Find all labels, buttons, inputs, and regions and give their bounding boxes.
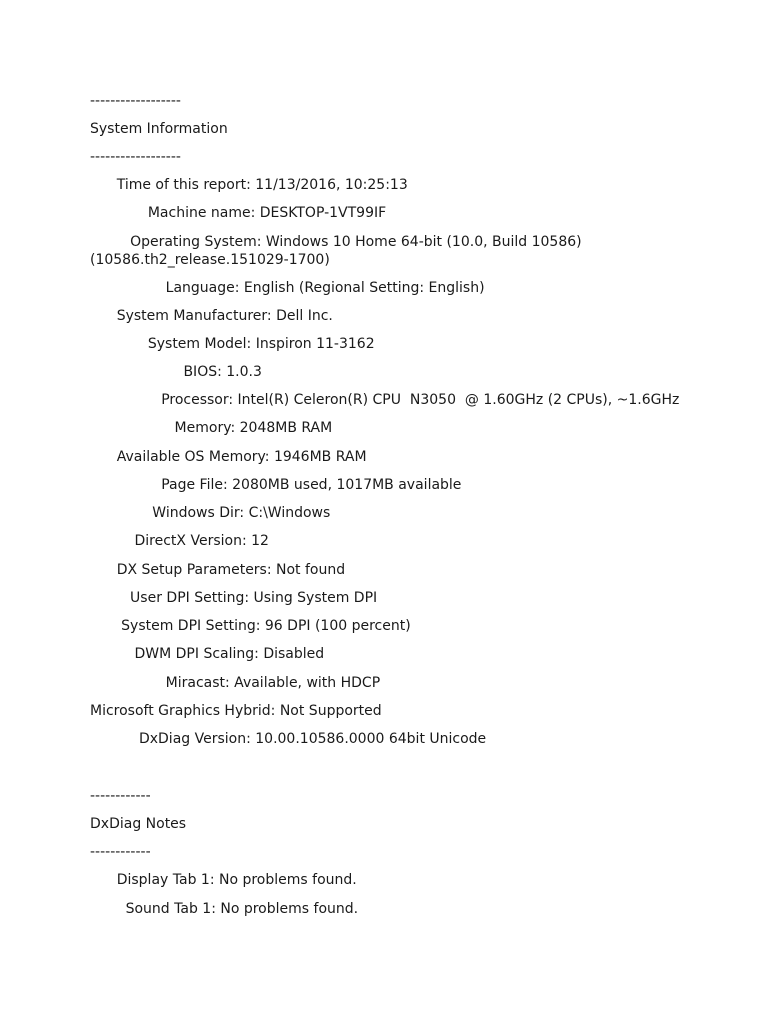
entry-processor: Processor: Intel(R) Celeron(R) CPU N3050 @ 1.60GHz (2 CPUs), ~1.6GHz [90,392,680,408]
entry-bios: BIOS: 1.0.3 [90,364,262,380]
entry-available-os-memory: Available OS Memory: 1946MB RAM [90,449,367,465]
section-heading-system-information: System Information [90,121,228,137]
entry-graphics-hybrid: Microsoft Graphics Hybrid: Not Supported [90,703,382,719]
section-rule-bottom: ------------ [90,844,151,860]
entry-user-dpi-setting: User DPI Setting: Using System DPI [90,590,378,606]
entry-directx-version: DirectX Version: 12 [90,533,269,549]
section-heading-dxdiag-notes: DxDiag Notes [90,816,187,832]
entry-system-manufacturer: System Manufacturer: Dell Inc. [90,308,333,324]
entry-dx-setup-parameters: DX Setup Parameters: Not found [90,562,346,578]
section-rule-top: ------------------ [90,93,181,109]
entry-time-of-report: Time of this report: 11/13/2016, 10:25:13 [90,177,408,193]
entry-system-dpi-setting: System DPI Setting: 96 DPI (100 percent) [90,618,411,634]
entry-dxdiag-version: DxDiag Version: 10.00.10586.0000 64bit Unicode [90,731,487,747]
entry-dwm-dpi-scaling: DWM DPI Scaling: Disabled [90,646,325,662]
entry-system-model: System Model: Inspiron 11-3162 [90,336,375,352]
entry-sound-tab-1: Sound Tab 1: No problems found. [90,901,359,917]
entry-machine-name: Machine name: DESKTOP-1VT99IF [90,205,387,221]
section-rule-bottom: ------------------ [90,149,181,165]
entry-miracast: Miracast: Available, with HDCP [90,675,381,691]
entry-page-file: Page File: 2080MB used, 1017MB available [90,477,462,493]
entry-windows-dir: Windows Dir: C:\Windows [90,505,331,521]
section-rule-top: ------------ [90,788,151,804]
entry-operating-system: Operating System: Windows 10 Home 64-bit (10.0, Build 10586) (10586.th2_release.151029-1700) [90,234,582,268]
entry-language: Language: English (Regional Setting: English) [90,280,485,296]
entry-display-tab-1: Display Tab 1: No problems found. [90,872,357,888]
entry-memory: Memory: 2048MB RAM [90,420,333,436]
